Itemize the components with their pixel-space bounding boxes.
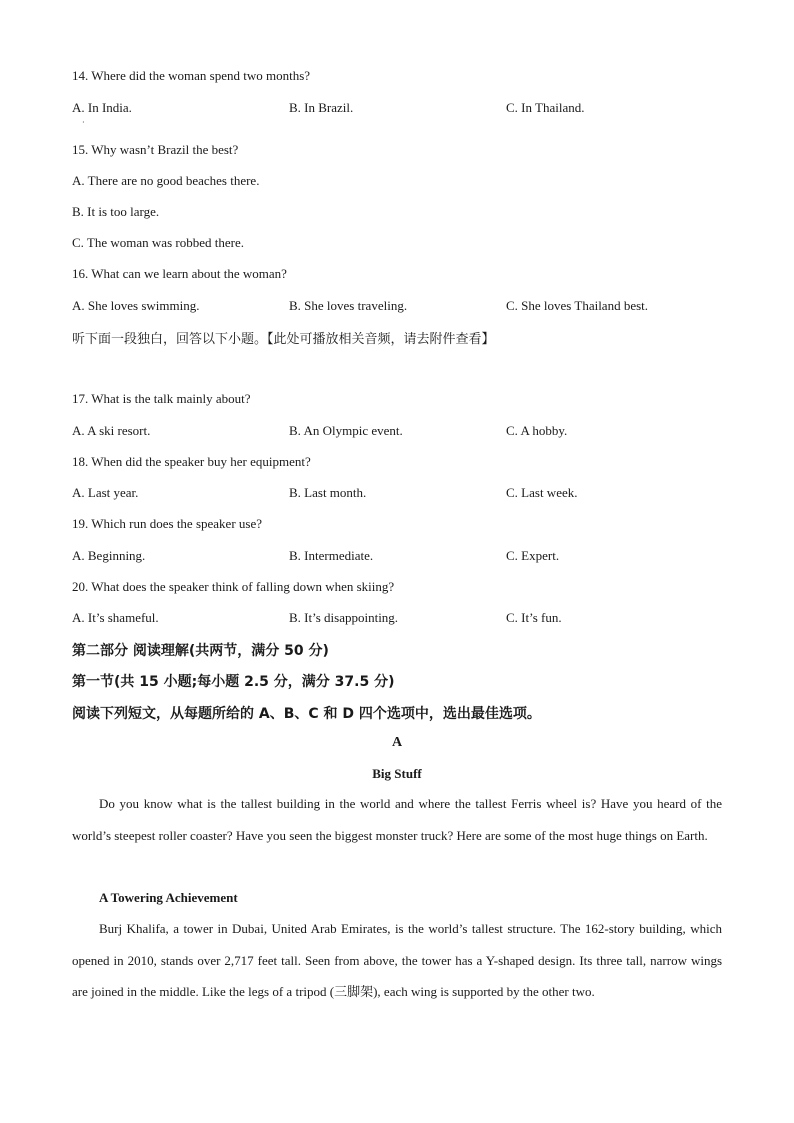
passage-subheading: A Towering Achievement xyxy=(99,890,238,905)
q14-option-a: A. In India. xyxy=(72,100,132,115)
q18-option-c: C. Last week. xyxy=(506,485,578,500)
q19-option-a: A. Beginning. xyxy=(72,548,146,563)
passage-intro xyxy=(72,788,722,851)
stray-mark: · xyxy=(82,118,85,127)
q15-option-a: A. There are no good beaches there. xyxy=(72,173,260,188)
q20-option-a: A. It’s shameful. xyxy=(72,610,159,625)
passage-body xyxy=(72,913,722,1008)
passage-body-text: Burj Khalifa, a tower in Dubai, United Arab Emirates, is the world’s tallest structure. The 162-story building, which opened in 2010, stands over 2,717 feet tall. Seen from above, the tower has a Y-shaped design. Its three tall, narrow wings are joined in the middle. Like the legs of a tripod (三脚架), each wing is supported by the other two. xyxy=(72,921,722,999)
subsection-title: 第一节(共 15 小题;每小题 2.5 分，满分 37.5 分) xyxy=(72,674,395,690)
question-16: 16. What can we learn about the woman? xyxy=(72,266,287,281)
question-14: 14. Where did the woman spend two months? xyxy=(72,68,311,83)
q15-option-b: B. It is too large. xyxy=(72,204,160,219)
question-15: 15. Why wasn’t Brazil the best? xyxy=(72,142,239,157)
passage-letter: A xyxy=(391,735,403,750)
q16-option-b: B. She loves traveling. xyxy=(289,298,408,313)
q20-option-b: B. It’s disappointing. xyxy=(289,610,399,625)
q16-option-a: A. She loves swimming. xyxy=(72,298,200,313)
q17-option-a: A. A ski resort. xyxy=(72,423,151,438)
reading-directions: 阅读下列短文，从每题所给的 A、B、C 和 D 四个选项中，选出最佳选项。 xyxy=(72,706,541,722)
q19-option-b: B. Intermediate. xyxy=(289,548,374,563)
question-18: 18. When did the speaker buy her equipment? xyxy=(72,454,311,469)
passage-title: Big Stuff xyxy=(372,766,422,781)
q17-option-c: C. A hobby. xyxy=(506,423,568,438)
q15-option-c: C. The woman was robbed there. xyxy=(72,235,244,250)
q18-option-a: A. Last year. xyxy=(72,485,139,500)
q16-option-c: C. She loves Thailand best. xyxy=(506,298,649,313)
question-19: 19. Which run does the speaker use? xyxy=(72,516,263,531)
q19-option-c: C. Expert. xyxy=(506,548,560,563)
listening-instruction: 听下面一段独白，回答以下小题。【此处可播放相关音频，请去附件查看】 xyxy=(72,332,495,347)
part-two-title: 第二部分 阅读理解(共两节，满分 50 分) xyxy=(72,643,329,659)
q18-option-b: B. Last month. xyxy=(289,485,367,500)
q14-option-b: B. In Brazil. xyxy=(289,100,354,115)
q17-option-b: B. An Olympic event. xyxy=(289,423,403,438)
question-17: 17. What is the talk mainly about? xyxy=(72,391,251,406)
passage-intro-text: Do you know what is the tallest building in the world and where the tallest Ferris wheel is? Have you heard of the world’s steepest roller coaster? Have you seen the biggest monster truck? Here are some of the most huge things on Earth. xyxy=(72,796,722,843)
q14-option-c: C. In Thailand. xyxy=(506,100,585,115)
question-20: 20. What does the speaker think of falling down when skiing? xyxy=(72,579,395,594)
q20-option-c: C. It’s fun. xyxy=(506,610,562,625)
